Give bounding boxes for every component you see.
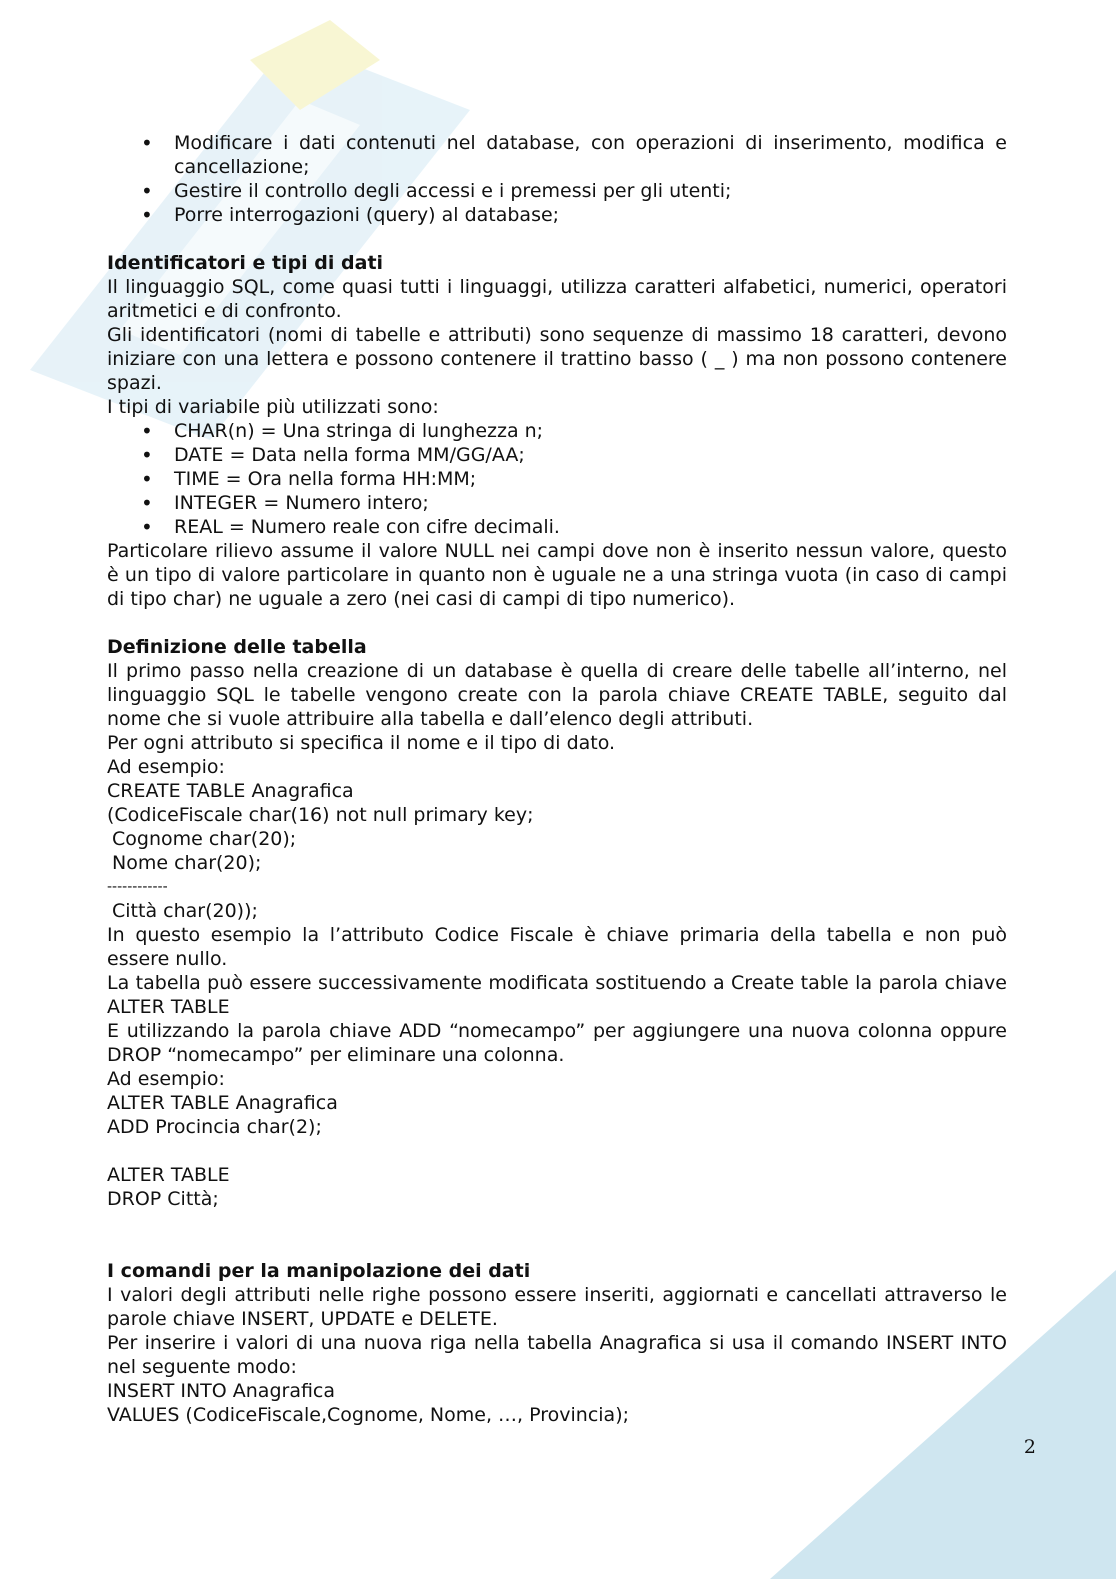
example-label: Ad esempio: xyxy=(107,756,225,778)
code-line: ALTER TABLE xyxy=(107,1164,230,1186)
section-heading-definizione: Definizione delle tabella xyxy=(107,636,367,658)
code-line: ------------ xyxy=(107,879,168,895)
paragraph: Per inserire i valori di una nuova riga nella tabella Anagrafica si usa il comando INSERT INTO nel seguente modo: xyxy=(107,1332,1007,1378)
section-heading-manipolazione: I comandi per la manipolazione dei dati xyxy=(107,1260,531,1282)
paragraph: In questo esempio la l’attributo Codice Fiscale è chiave primaria della tabella e non può essere nullo. xyxy=(107,924,1007,970)
section-heading-identificatori: Identificatori e tipi di dati xyxy=(107,252,384,274)
paragraph: La tabella può essere successivamente modificata sostituendo a Create table la parola chiave ALTER TABLE xyxy=(107,972,1007,1018)
list-item: • CHAR(n) = Una stringa di lunghezza n; xyxy=(107,419,1007,443)
code-line: DROP Città; xyxy=(107,1188,219,1210)
paragraph: I valori degli attributi nelle righe possono essere inseriti, aggiornati e cancellati attraverso le parole chiave INSERT, UPDATE e DELETE. xyxy=(107,1284,1007,1330)
list-item: • Modificare i dati contenuti nel database, con operazioni di inserimento, modifica e cancellazione; xyxy=(107,131,1007,179)
page-content xyxy=(107,131,1007,1427)
paragraph: E utilizzando la parola chiave ADD “nomecampo” per aggiungere una nuova colonna oppure DROP “nomecampo” per eliminare una colonna. xyxy=(107,1020,1007,1066)
code-line: INSERT INTO Anagrafica xyxy=(107,1380,336,1402)
list-item: • REAL = Numero reale con cifre decimali. xyxy=(107,515,1007,539)
code-line: Città char(20)); xyxy=(112,900,258,922)
paragraph: Particolare rilievo assume il valore NULL nei campi dove non è inserito nessun valore, questo è un tipo di valore particolare in quanto non è uguale ne a una stringa vuota (in caso di campi di tipo char) ne uguale a zero (nei casi di campi di tipo numerico). xyxy=(107,540,1007,610)
paragraph: Gli identificatori (nomi di tabelle e attributi) sono sequenze di massimo 18 caratteri, devono iniziare con una lettera e possono contenere il trattino basso ( _ ) ma non possono contenere spazi. xyxy=(107,324,1007,394)
paragraph: Il primo passo nella creazione di un database è quella di creare delle tabelle all’interno, nel linguaggio SQL le tabelle vengono create con la parola chiave CREATE TABLE, seguito dal nome che si vuole attribuire alla tabella e dall’elenco degli attributi. xyxy=(107,660,1007,730)
list-item: • DATE = Data nella forma MM/GG/AA; xyxy=(107,443,1007,467)
list-item: • Gestire il controllo degli accessi e i premessi per gli utenti; xyxy=(107,179,1007,203)
paragraph: I tipi di variabile più utilizzati sono: xyxy=(107,396,439,418)
code-line: Nome char(20); xyxy=(112,852,262,874)
code-line: ALTER TABLE Anagrafica xyxy=(107,1092,338,1114)
code-line: VALUES (CodiceFiscale,Cognome, Nome, …, Provincia); xyxy=(107,1404,630,1426)
paragraph: Il linguaggio SQL, come quasi tutti i linguaggi, utilizza caratteri alfabetici, numerici, operatori aritmetici e di confronto. xyxy=(107,276,1007,322)
code-line: CREATE TABLE Anagrafica xyxy=(107,780,354,802)
list-item: • TIME = Ora nella forma HH:MM; xyxy=(107,467,1007,491)
paragraph: Per ogni attributo si specifica il nome e il tipo di dato. xyxy=(107,732,616,754)
code-line: (CodiceFiscale char(16) not null primary key; xyxy=(107,804,534,826)
page-number: 2 xyxy=(1023,1436,1036,1458)
code-line: ADD Procincia char(2); xyxy=(107,1116,322,1138)
code-line: Cognome char(20); xyxy=(112,828,297,850)
list-item: • INTEGER = Numero intero; xyxy=(107,491,1007,515)
example-label: Ad esempio: xyxy=(107,1068,225,1090)
types-bullet-list xyxy=(107,419,1007,539)
list-item: • Porre interrogazioni (query) al database; xyxy=(107,203,1007,227)
intro-bullet-list xyxy=(107,131,1007,227)
